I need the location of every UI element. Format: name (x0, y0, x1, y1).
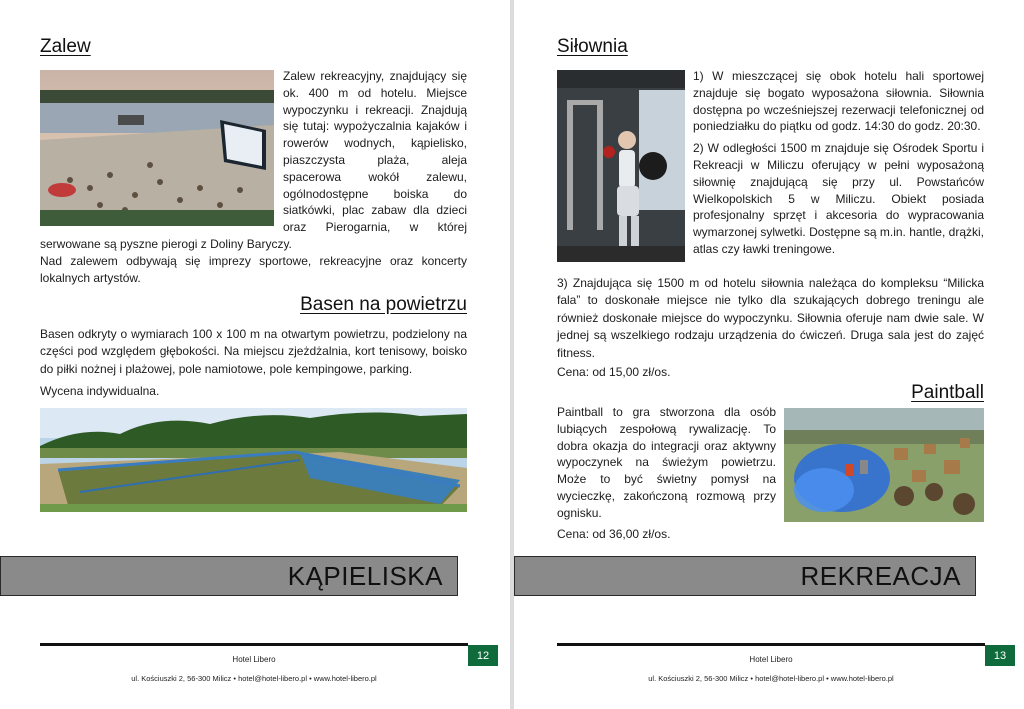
footer-hotel-name: Hotel Libero (232, 655, 276, 664)
right-page (514, 0, 1024, 709)
page-number-12: 12 (468, 645, 498, 666)
silownia-text-2: 2) W odległości 1500 m znajduje się Ośrodek Sportu i Rekreacji w Miliczu oferujący w pełni wyposażoną siłownię znajdującą się przy ul. Powstańców Wielkopolskich 5 w Miliczu. Obiekt posiada profesjonalny sprzęt i akcesoria do wypracowania wymarzonej sylwetki. Dostępne są m.in. hantle, drążki, atlas czy ławki treningowe. (693, 141, 984, 256)
basen-heading: Basen na powietrzu (300, 294, 467, 315)
pool-photo (40, 408, 467, 512)
zalew-heading: Zalew (40, 36, 91, 57)
footer-rule (40, 643, 468, 646)
silownia-text-1: 1) W mieszczącej się obok hotelu hali sportowej znajduje się bogato wyposażona siłownia. Siłownia dostępna po wcześniejszej rezerwacji telefonicznej od poniedziałku do piątku od godz. 14:30 do godz. 20:30. (693, 69, 984, 134)
silownia-text-3: 3) Znajdująca się 1500 m od hotelu siłownia należąca do kompleksu “Milicka fala” to doskonałe miejsce nie tylko dla szukających dobrego treningu ale również doskonałe miejsce do wypoczynku. Siłownia oferuje nam dwie sale. W jednej są wszelkiego rodzaju urządzenia do ćwiczeń. Druga sala jest do zajęć fitness. (557, 276, 984, 360)
gym-photo (557, 70, 685, 262)
basen-price: Wycena indywidualna. (40, 384, 160, 398)
kapieliska-banner: KĄPIELISKA (0, 556, 458, 596)
footer-address: ul. Kościuszki 2, 56-300 Milicz • hotel@hotel-libero.pl • www.hotel-libero.pl (131, 674, 377, 683)
silownia-heading: Siłownia (557, 36, 628, 57)
paintball-text: Paintball to gra stworzona dla osób lubiących zespołową rywalizację. To dobra okazja do integracji oraz aktywny wypoczynek na świeżym powietrzu. Może to być świetny pomysł na wycieczkę, zakończoną rozmową przy ognisku. (557, 405, 776, 520)
rekreacja-banner: REKREACJA (514, 556, 976, 596)
footer-rule (557, 643, 985, 646)
paintball-photo (784, 408, 984, 522)
zalew-section (40, 68, 467, 286)
paintball-price: Cena: od 36,00 zł/os. (557, 527, 671, 541)
silownia-section (557, 68, 984, 266)
zalew-text: Zalew rekreacyjny, znajdujący się ok. 400 m od hotelu. Miejsce wypoczynku i rekreacji. Znajdują się tutaj: wypożyczalnia kajaków i rowerów wodnych, kąpielisko, piaszczysta plaża, aleja spacerowa wokół zalewu, ogólnodostępne boiska do siatkówki, plac zabaw dla dzieci oraz Pierogarnia, w której serwowane są pyszne pierogi z Doliny Baryczy. (40, 69, 467, 251)
footer-hotel-name: Hotel Libero (749, 655, 793, 664)
paintball-section (557, 404, 984, 526)
footer-address: ul. Kościuszki 2, 56-300 Milicz • hotel@hotel-libero.pl • www.hotel-libero.pl (648, 674, 894, 683)
zalew-events-text: Nad zalewem odbywają się imprezy sportowe, rekreacyjne oraz koncerty lokalnych artystów. (40, 253, 467, 285)
silownia-price: Cena: od 15,00 zł/os. (557, 365, 671, 379)
paintball-heading: Paintball (911, 382, 984, 403)
basen-text: Basen odkryty o wymiarach 100 x 100 m na otwartym powietrzu, podzielony na części pod względem głębokości. Na miejscu zjeżdżalnia, kort tenisowy, boisko do piłki nożnej i plażowej, pole namiotowe, pole kempingowe, parking. (40, 327, 467, 376)
lake-photo (40, 70, 274, 226)
left-page (0, 0, 510, 709)
page-number-13: 13 (985, 645, 1015, 666)
